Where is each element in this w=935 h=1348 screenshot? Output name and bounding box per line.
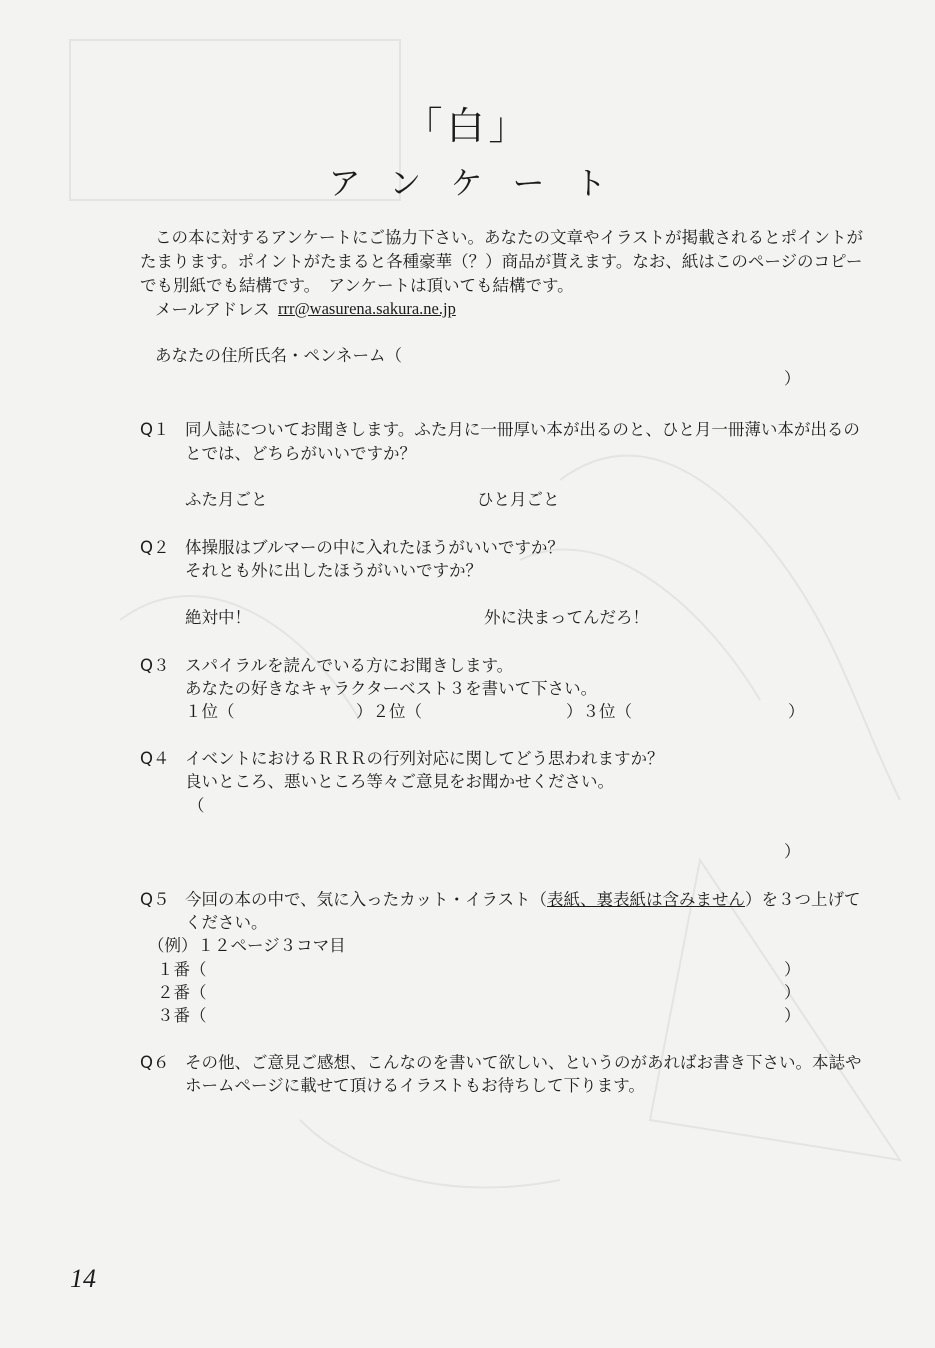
- q4-close-paren: ）: [784, 842, 801, 861]
- q1-line-1: 同人誌についてお聞きします。ふた月に一冊厚い本が出るのと、ひと月一冊薄い本が出るの: [185, 420, 860, 439]
- email-address: rrr@wasurena.sakura.ne.jp: [278, 299, 456, 318]
- intro-line-2: たまります。ポイントがたまると各種豪華（？）商品が貰えます。なお、紙はこのページのコピー: [140, 252, 863, 271]
- q3-rank-3: ）３位（: [566, 702, 632, 721]
- intro-line-1: この本に対するアンケートにご協力下さい。あなたの文章やイラストが掲載されるとポイントが: [155, 228, 864, 247]
- address-label: あなたの住所氏名・ペンネーム（: [155, 346, 403, 365]
- q4-open-paren: （: [188, 796, 205, 815]
- q3-line-2: あなたの好きなキャラクターベスト３を書いて下さい。: [185, 679, 598, 698]
- q1-line-2: とでは、どちらがいいですか？: [185, 444, 416, 463]
- q5-example: （例）１２ページ３コマ目: [148, 936, 346, 955]
- page-title: 「白」: [404, 104, 531, 148]
- q5-slot-3: ３番（: [157, 1006, 207, 1025]
- q5-slot-2-close: ）: [784, 983, 801, 1002]
- address-close-paren: ）: [784, 369, 801, 388]
- q1-option-1: ふた月ごと: [185, 490, 268, 509]
- q5-slot-2: ２番（: [157, 983, 207, 1002]
- q3-label: Q３: [140, 656, 170, 675]
- q2-label: Q２: [140, 538, 170, 557]
- q6-line-2: ホームページに載せて頂けるイラストもお待ちして下ります。: [185, 1076, 645, 1095]
- q2-line-2: それとも外に出したほうがいいですか？: [185, 561, 482, 580]
- q5-line-2: ください。: [185, 913, 268, 932]
- q3-close-paren: ）: [788, 702, 805, 721]
- q2-line-1: 体操服はブルマーの中に入れたほうがいいですか？: [185, 538, 564, 557]
- q1-option-2: ひと月ごと: [477, 490, 560, 509]
- q5-line-1-post: ）を３つ上げて: [745, 890, 861, 909]
- q4-line-2: 良いところ、悪いところ等々ご意見をお聞かせください。: [185, 772, 614, 791]
- email-label: メールアドレス: [155, 300, 270, 319]
- q1-label: Q１: [140, 420, 170, 439]
- q5-label: Q５: [140, 890, 170, 909]
- q5-slot-1: １番（: [157, 960, 207, 979]
- q6-label: Q６: [140, 1053, 170, 1072]
- page-number: 14: [70, 1264, 96, 1293]
- q2-option-1: 絶対中！: [185, 608, 251, 627]
- page-subtitle: アンケート: [328, 164, 637, 202]
- q5-slot-3-close: ）: [784, 1006, 801, 1025]
- q3-line-1: スパイラルを読んでいる方にお聞きします。: [185, 656, 514, 675]
- q6-line-1: その他、ご意見ご感想、こんなのを書いて欲しい、というのがあればお書き下さい。本誌や: [185, 1053, 862, 1072]
- q5-slot-1-close: ）: [784, 960, 801, 979]
- q5-line-1: [185, 886, 861, 910]
- q3-rank-2: ）２位（: [356, 702, 422, 721]
- q5-line-1-pre: 今回の本の中で、気に入ったカット・イラスト（: [185, 890, 548, 909]
- q4-line-1: イベントにおけるＲＲＲの行列対応に関してどう思われますか？: [185, 749, 664, 768]
- q5-line-1-underlined: 表紙、裏表紙は含みません: [547, 890, 746, 909]
- q2-option-2: 外に決まってんだろ！: [484, 608, 649, 627]
- q3-rank-1: １位（: [185, 702, 235, 721]
- q4-label: Q４: [140, 749, 170, 768]
- intro-line-3: でも別紙でも結構です。 アンケートは頂いても結構です。: [140, 276, 574, 295]
